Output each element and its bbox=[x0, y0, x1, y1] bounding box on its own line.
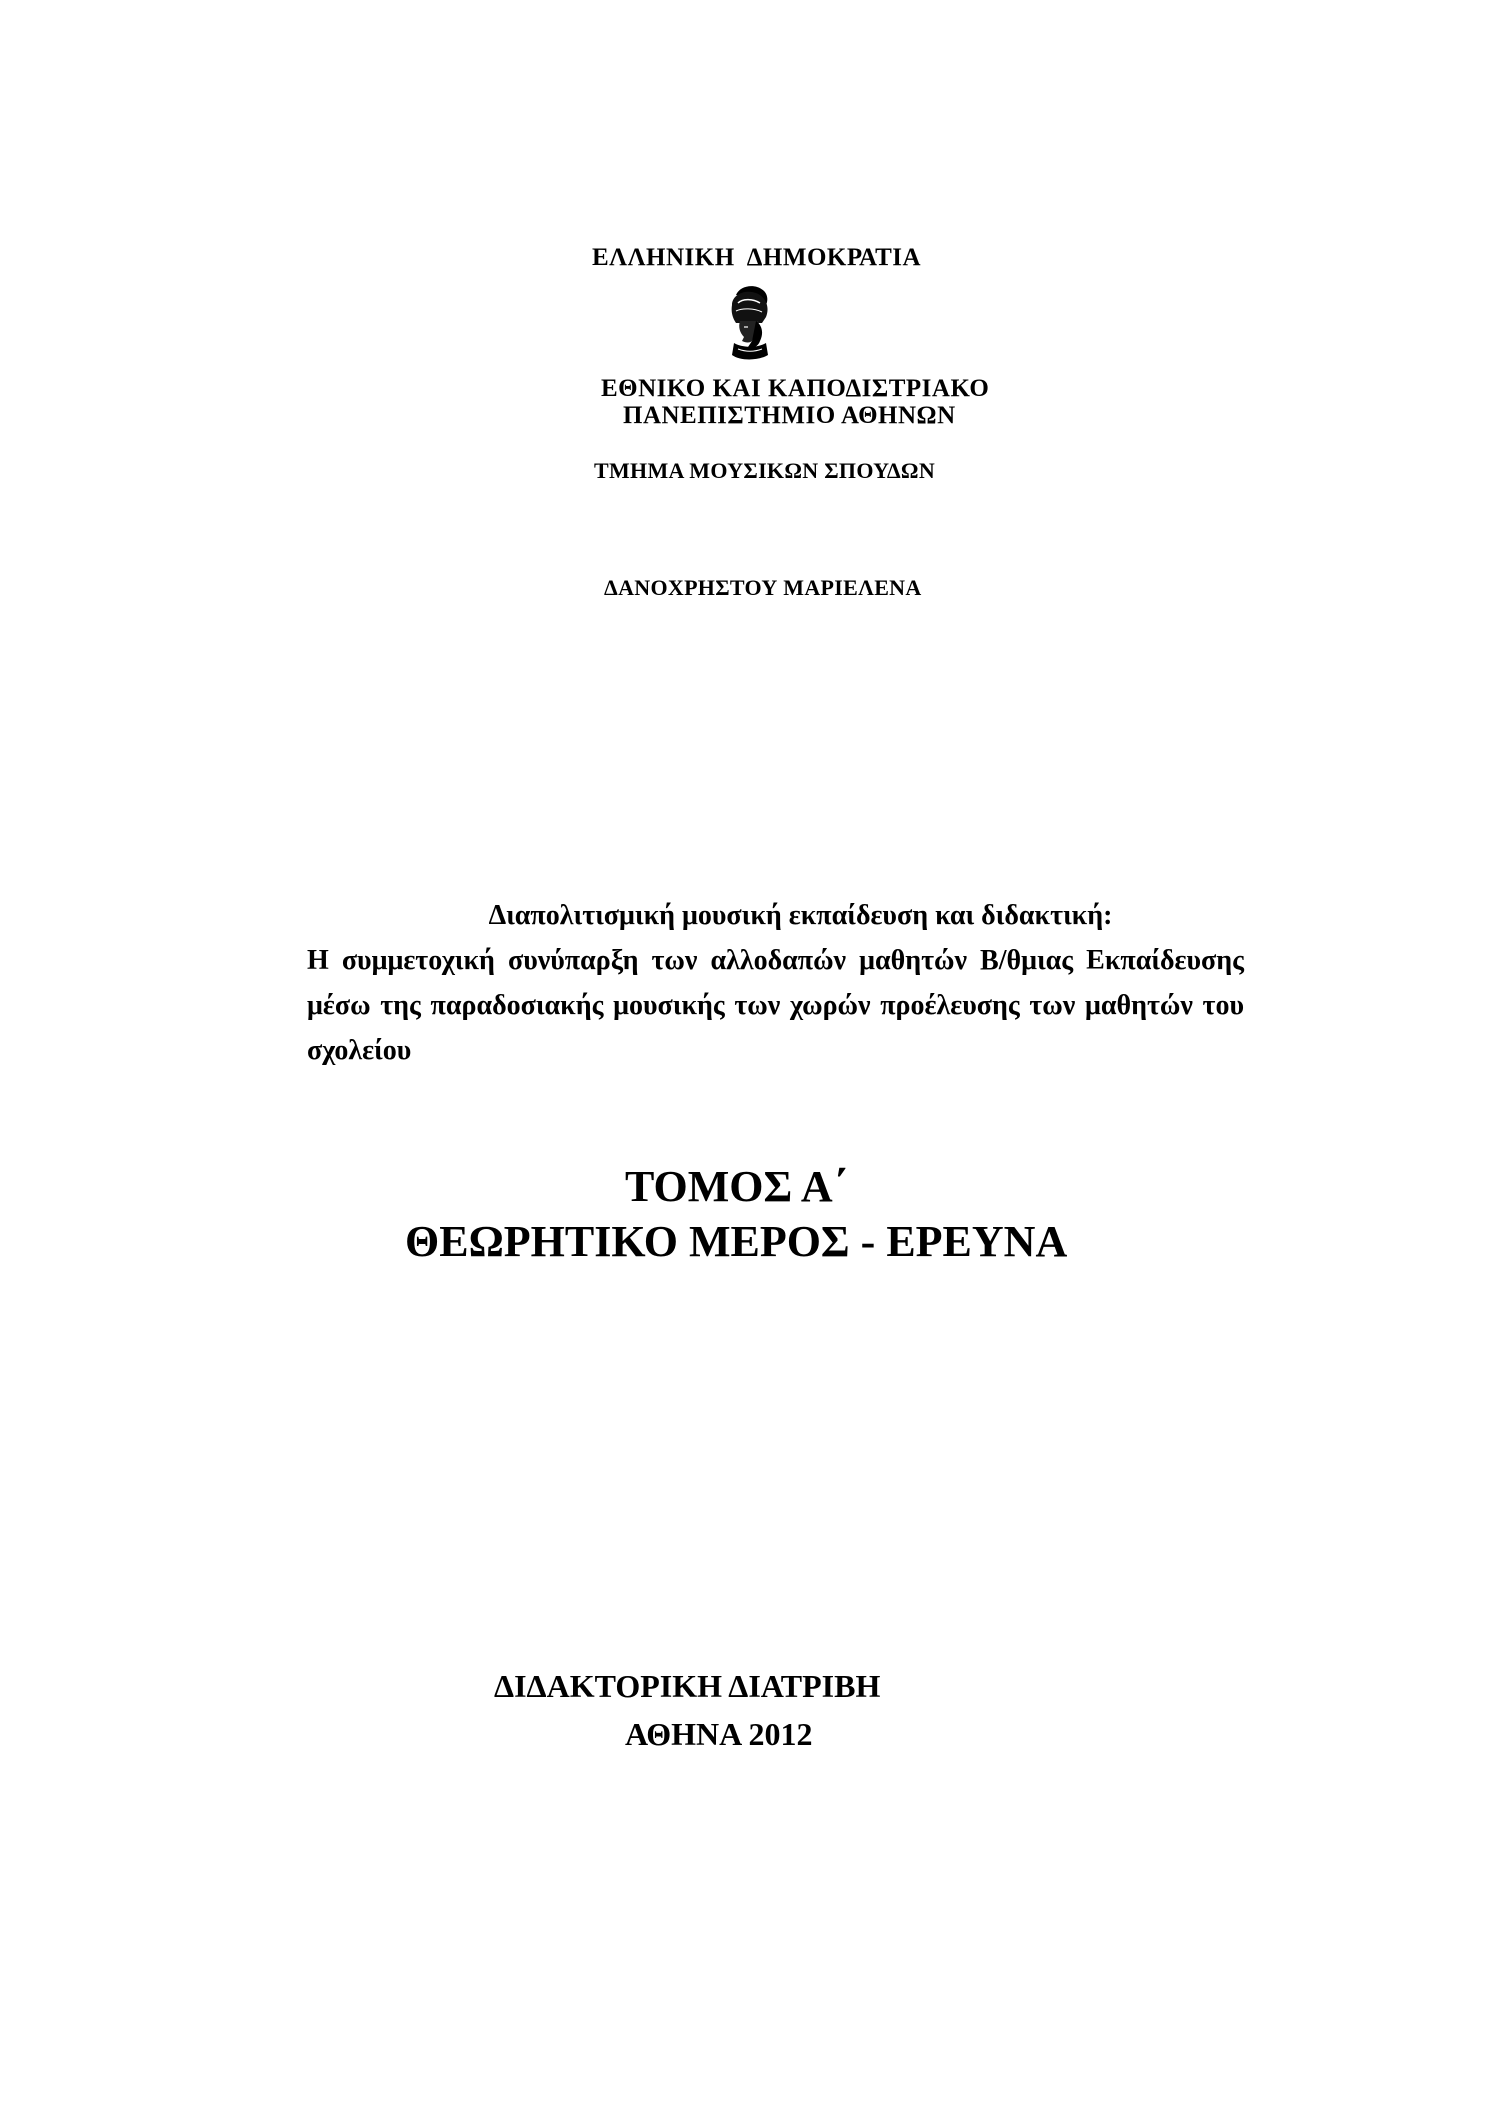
subject-heading: Διαπολιτισμική μουσική εκπαίδευση και διδακτική: bbox=[488, 900, 1113, 931]
volume-label: ΤΟΜΟΣ Α΄ bbox=[625, 1162, 848, 1211]
volume-part: ΘΕΩΡΗΤΙΚΟ ΜΕΡΟΣ - ΕΡΕΥΝΑ bbox=[405, 1217, 1068, 1266]
place-year: ΑΘΗΝΑ 2012 bbox=[625, 1716, 813, 1752]
thesis-subject bbox=[307, 893, 1244, 1073]
subject-description: Η συμμετοχική συνύπαρξη των αλλοδαπών μαθητών Β/θμιας Εκπαίδευσης μέσω της παραδοσιακής μουσικής των χωρών προέλευσης των μαθητών του σχολείου bbox=[307, 945, 1244, 1066]
athena-head-emblem-icon bbox=[722, 283, 776, 363]
department-name: ΤΜΗΜΑ ΜΟΥΣΙΚΩΝ ΣΠΟΥΔΩΝ bbox=[594, 458, 936, 483]
republic-heading: ΕΛΛΗΝΙΚΗ ΔΗΜΟΚΡΑΤΙΑ bbox=[592, 244, 922, 271]
author-name: ΔΑΝΟΧΡΗΣΤΟΥ ΜΑΡΙΕΛΕΝΑ bbox=[604, 575, 922, 600]
university-name-line1: ΕΘΝΙΚΟ ΚΑΙ ΚΑΠΟΔΙΣΤΡΙΑΚΟ bbox=[601, 375, 990, 402]
thesis-type: ΔΙΔΑΚΤΟΡΙΚΗ ΔΙΑΤΡΙΒΗ bbox=[494, 1668, 881, 1704]
university-name-line2: ΠΑΝΕΠΙΣΤΗΜΙΟ ΑΘΗΝΩΝ bbox=[623, 402, 956, 429]
